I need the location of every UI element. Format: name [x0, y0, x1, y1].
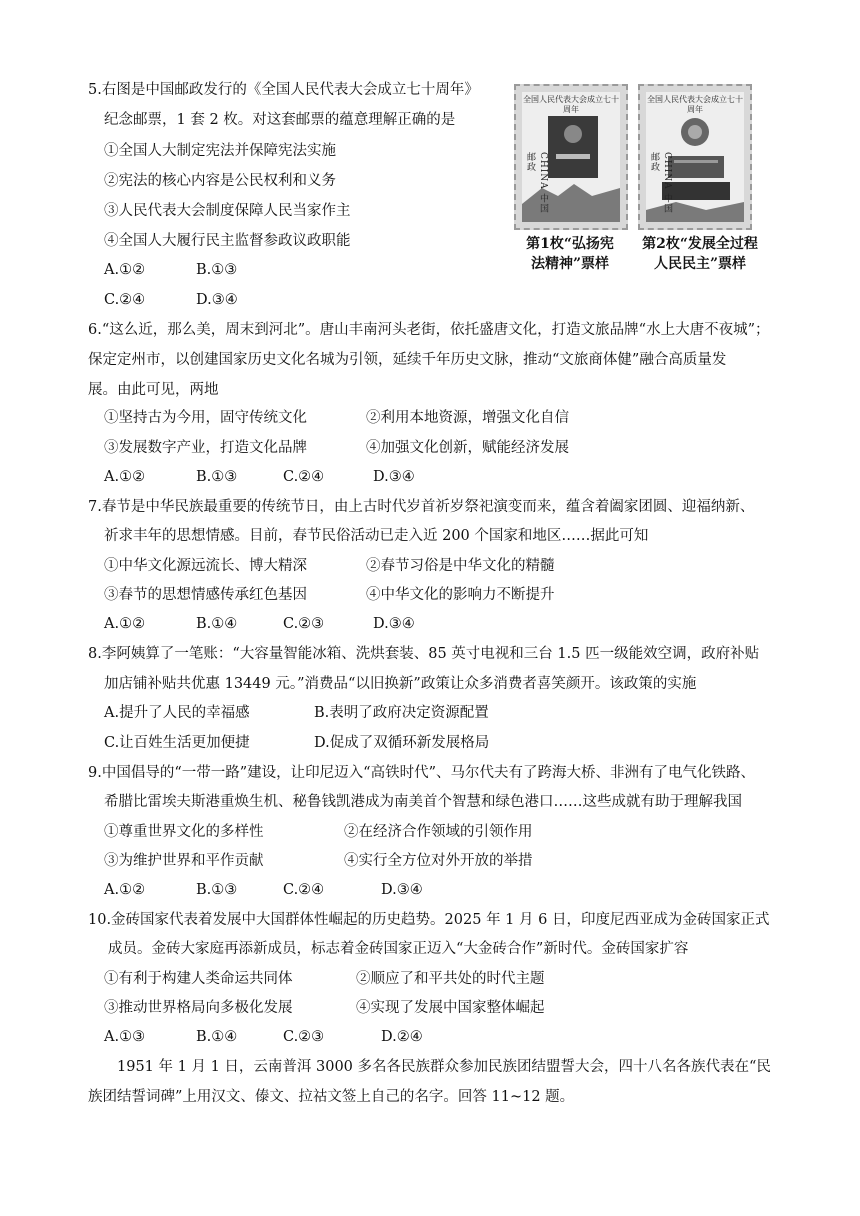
q10-option-d: D.②④	[381, 1029, 423, 1045]
q8-option-a: A.提升了人民的幸福感	[104, 705, 250, 721]
q10-item-4: ④实现了发展中国家整体崛起	[356, 1000, 545, 1016]
q10-item-1: ①有利于构建人类命运共同体	[104, 971, 293, 987]
q6-option-b: B.①③	[196, 469, 238, 485]
q7-option-c: C.②③	[283, 616, 325, 632]
stamp-1-caption-line-1: 第1枚“弘扬宪	[526, 236, 614, 252]
q8-option-b: B.表明了政府决定资源配置	[314, 705, 489, 721]
stamp-2-header: 全国人民代表大会成立七十周年	[647, 95, 743, 114]
q9-stem-line-2: 希腊比雷埃夫斯港重焕生机、秘鲁钱凯港成为南美首个智慧和绿色港口……这些成就有助于理解我国	[104, 794, 742, 810]
stamp-2-caption	[634, 234, 766, 274]
q6-stem-line-1: 6.“这么近，那么美，周末到河北”。唐山丰南河头老街，依托盛唐文化，打造文旅品牌“水上大唐不夜城”；	[88, 322, 770, 338]
stamps-figure	[506, 84, 762, 270]
q6-item-2: ②利用本地资源，增强文化自信	[366, 410, 569, 426]
q7-stem-line-2: 祈求丰年的思想情感。目前，春节民俗活动已走入近 200 个国家和地区……据此可知	[104, 528, 649, 544]
q6-item-1: ①坚持古为今用，固守传统文化	[104, 410, 307, 426]
q5-option-d: D.③④	[196, 292, 238, 308]
stamp-1-caption	[508, 234, 632, 274]
q5-stem-line-1: 5.右图是中国邮政发行的《全国人民代表大会成立七十周年》	[88, 82, 479, 98]
q7-item-1: ①中华文化源远流长、博大精深	[104, 558, 307, 574]
q10-stem-line-2: 成员。金砖大家庭再添新成员，标志着金砖国家正迈入“大金砖合作”新时代。金砖国家扩容	[108, 941, 689, 957]
q10-option-c: C.②③	[283, 1029, 325, 1045]
q5-item-1: ①全国人大制定宪法并保障宪法实施	[104, 143, 336, 159]
q8-stem-line-1: 8.李阿姨算了一笔账：“大容量智能冰箱、洗烘套装、85 英寸电视和三台 1.5 匹一级能效空调，政府补贴	[88, 646, 760, 662]
q7-option-a: A.①②	[104, 616, 146, 632]
q7-item-4: ④中华文化的影响力不断提升	[366, 587, 555, 603]
q7-option-b: B.①④	[196, 616, 238, 632]
q6-option-d: D.③④	[373, 469, 415, 485]
q8-option-d: D.促成了双循环新发展格局	[314, 735, 490, 751]
q5-option-c: C.②④	[104, 292, 146, 308]
q9-stem-line-1: 9.中国倡导的“一带一路”建设，让印尼迈入“高铁时代”、马尔代夫有了跨海大桥、非洲有了电气化铁路、	[88, 765, 755, 781]
q5-item-4: ④全国人大履行民主监督参政议政职能	[104, 233, 351, 249]
q7-option-d: D.③④	[373, 616, 415, 632]
q9-option-c: C.②④	[283, 882, 325, 898]
q5-item-3: ③人民代表大会制度保障人民当家作主	[104, 203, 351, 219]
q7-item-3: ③春节的思想情感传承红色基因	[104, 587, 307, 603]
q5-item-2: ②宪法的核心内容是公民权利和义务	[104, 173, 336, 189]
q6-stem-line-2: 保定定州市，以创建国家历史文化名城为引领，延续千年历史文脉，推动“文旅商体健”融合高质量发	[88, 352, 727, 368]
stamp-1-china-mark: CHINA 中国邮政	[525, 152, 548, 214]
q10-stem-line-1: 10.金砖国家代表着发展中大国群体性崛起的历史趋势。2025 年 1 月 6 日，印度尼西亚成为金砖国家正式	[88, 912, 770, 928]
q6-option-a: A.①②	[104, 469, 146, 485]
q10-item-3: ③推动世界格局向多极化发展	[104, 1000, 293, 1016]
q9-item-3: ③为维护世界和平作贡献	[104, 853, 264, 869]
material-line-2: 族团结誓词碑”上用汉文、傣文、拉祜文签上自己的名字。回答 11~12 题。	[88, 1089, 575, 1105]
q9-item-4: ④实行全方位对外开放的举措	[344, 853, 533, 869]
q7-item-2: ②春节习俗是中华文化的精髓	[366, 558, 555, 574]
stamp-2-china-mark: CHINA 中国邮政	[649, 152, 672, 214]
q8-stem-line-2: 加店铺补贴共优惠 13449 元。”消费品“以旧换新”政策让众多消费者喜笑颜开。该政策的实施	[104, 676, 697, 692]
q6-stem-line-3: 展。由此可见，两地	[88, 382, 219, 398]
stamp-1-header: 全国人民代表大会成立七十周年	[523, 95, 619, 114]
q5-stem-line-2: 纪念邮票，1 套 2 枚。对这套邮票的蕴意理解正确的是	[104, 112, 456, 128]
q10-item-2: ②顺应了和平共处的时代主题	[356, 971, 545, 987]
q9-option-d: D.③④	[381, 882, 423, 898]
stamp-2	[638, 84, 752, 230]
q9-item-2: ②在经济合作领域的引领作用	[344, 824, 533, 840]
q5-option-a: A.①②	[104, 262, 146, 278]
stamp-2-caption-line-1: 第2枚“发展全过程	[642, 236, 758, 252]
material-line-1: 1951 年 1 月 1 日，云南普洱 3000 多名各民族群众参加民族团结盟誓大会，四十八名各族代表在“民	[117, 1059, 771, 1075]
q6-option-c: C.②④	[283, 469, 325, 485]
stamp-2-caption-line-2: 人民民主”票样	[653, 256, 747, 272]
stamp-1	[514, 84, 628, 230]
q7-stem-line-1: 7.春节是中华民族最重要的传统节日，由上古时代岁首祈岁祭祀演变而来，蕴含着阖家团圆、迎福纳新、	[88, 499, 755, 515]
q10-option-a: A.①③	[104, 1029, 146, 1045]
stamp-1-caption-line-2: 法精神”票样	[530, 256, 610, 272]
q9-option-b: B.①③	[196, 882, 238, 898]
q9-item-1: ①尊重世界文化的多样性	[104, 824, 264, 840]
q6-item-4: ④加强文化创新，赋能经济发展	[366, 440, 569, 456]
q9-option-a: A.①②	[104, 882, 146, 898]
q5-option-b: B.①③	[196, 262, 238, 278]
q6-item-3: ③发展数字产业，打造文化品牌	[104, 440, 307, 456]
q10-option-b: B.①④	[196, 1029, 238, 1045]
q8-option-c: C.让百姓生活更加便捷	[104, 735, 250, 751]
